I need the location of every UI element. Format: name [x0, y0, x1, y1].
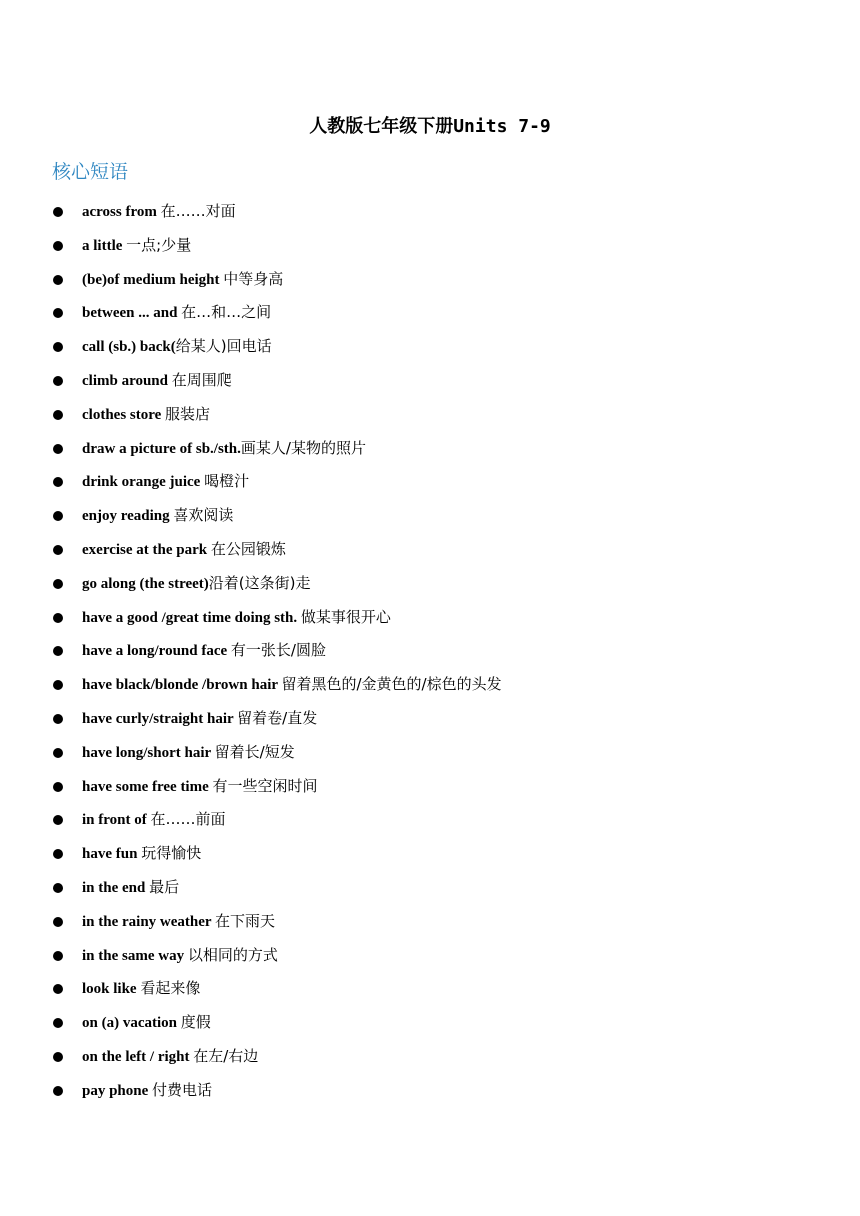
bullet-icon — [53, 1018, 63, 1028]
bullet-icon — [53, 646, 63, 656]
phrase-chinese: 有一张长/圆脸 — [230, 641, 326, 660]
phrase-text — [82, 668, 502, 703]
phrase-text — [82, 499, 233, 534]
phrase-english: have a long/round face — [82, 643, 231, 660]
phrase-chinese: 有一些空闲时间 — [212, 776, 318, 795]
phrase-chinese: 留着黑色的/金黄色的/棕色的头发 — [281, 675, 502, 694]
phrase-chinese: 在…和…之间 — [181, 303, 272, 322]
section-heading: 核心短语 — [52, 161, 129, 183]
bullet-icon — [53, 714, 63, 724]
bullet-icon — [53, 680, 63, 690]
bullet-icon — [53, 511, 63, 521]
phrase-chinese: 最后 — [149, 877, 180, 896]
bullet-icon — [53, 849, 63, 859]
phrase-text — [82, 1006, 211, 1041]
phrase-english: (be)of medium height — [82, 271, 224, 288]
phrase-english: pay phone — [82, 1082, 153, 1099]
phrase-text — [82, 364, 232, 399]
phrase-english: in the end — [82, 879, 150, 896]
phrase-english: on (a) vacation — [82, 1015, 181, 1032]
bullet-icon — [53, 376, 63, 386]
phrase-text — [82, 432, 366, 467]
phrase-chinese: 在公园锻炼 — [210, 539, 286, 558]
phrase-english: a little — [82, 237, 127, 254]
bullet-icon — [53, 579, 63, 589]
bullet-icon — [53, 782, 63, 792]
phrase-text — [82, 601, 391, 636]
bullet-icon — [53, 241, 63, 251]
bullet-icon — [53, 545, 63, 555]
bullet-icon — [53, 207, 63, 217]
phrase-english: on the left / right — [82, 1048, 194, 1065]
phrase-english: look like — [82, 981, 141, 998]
phrase-text — [82, 770, 318, 805]
phrase-chinese: 一点;少量 — [126, 235, 192, 254]
phrase-text — [82, 702, 317, 737]
phrase-text — [82, 1040, 258, 1075]
phrase-english: have long/short hair — [82, 744, 215, 761]
bullet-icon — [53, 984, 63, 994]
bullet-icon — [53, 613, 63, 623]
phrase-english: across from — [82, 204, 161, 220]
phrase-english: exercise at the park — [82, 541, 211, 558]
phrase-text — [82, 330, 272, 365]
bullet-icon — [53, 815, 63, 825]
bullet-icon — [53, 308, 63, 318]
bullet-icon — [53, 410, 63, 420]
phrase-chinese: 做某事很开心 — [300, 607, 391, 626]
phrase-english: enjoy reading — [82, 508, 174, 525]
bullet-icon — [53, 275, 63, 285]
bullet-icon — [53, 342, 63, 352]
bullet-icon — [53, 748, 63, 758]
phrase-text — [82, 195, 236, 230]
phrase-english: call (sb.) back( — [82, 339, 176, 356]
phrase-english: have a good /great time doing sth. — [82, 609, 301, 626]
phrase-text — [82, 398, 210, 433]
bullet-icon — [53, 444, 63, 454]
phrase-english: in front of — [82, 812, 151, 829]
phrase-english: in the rainy weather — [82, 913, 216, 930]
phrase-english: drink orange juice — [82, 474, 205, 491]
phrase-text — [82, 296, 271, 331]
phrase-chinese: 在周围爬 — [171, 370, 232, 389]
phrase-chinese: 画某人/某物的照片 — [240, 438, 366, 457]
phrase-text — [82, 1074, 212, 1109]
phrase-chinese: 留着长/短发 — [214, 742, 295, 761]
phrase-text — [82, 939, 278, 974]
phrase-text — [82, 803, 226, 838]
phrase-chinese: 在左/右边 — [193, 1046, 259, 1065]
document-title: 人教版七年级下册Units 7-9 — [309, 116, 551, 137]
phrase-chinese: 度假 — [180, 1013, 211, 1032]
phrase-text — [82, 229, 191, 264]
phrase-english: draw a picture of sb./sth. — [82, 440, 241, 457]
phrase-text — [82, 972, 200, 1007]
phrase-text — [82, 905, 275, 940]
phrase-chinese: 留着卷/直发 — [237, 708, 318, 727]
bullet-icon — [53, 883, 63, 893]
phrase-text — [82, 871, 179, 906]
phrase-english: have curly/straight hair — [82, 710, 238, 727]
phrase-chinese: 以相同的方式 — [187, 945, 278, 964]
phrase-text — [82, 533, 286, 568]
phrase-text — [82, 263, 283, 298]
phrase-chinese: 喝橙汁 — [204, 472, 250, 491]
phrase-chinese: 服装店 — [165, 404, 211, 423]
phrase-text — [82, 634, 326, 669]
phrase-chinese: 中等身高 — [223, 269, 284, 288]
phrase-chinese: 在下雨天 — [215, 911, 276, 930]
phrase-english: between ... and — [82, 305, 182, 322]
phrase-english: go along (the street) — [82, 575, 209, 592]
phrase-chinese: 在……前面 — [150, 810, 226, 829]
phrase-english: climb around — [82, 372, 172, 389]
bullet-icon — [53, 917, 63, 927]
phrase-chinese: 玩得愉快 — [141, 844, 202, 863]
phrase-english: clothes store — [82, 406, 166, 423]
phrase-chinese: 在……对面 — [160, 202, 236, 220]
phrase-english: have black/blonde /brown hair — [82, 677, 282, 694]
phrase-text — [82, 465, 249, 500]
bullet-icon — [53, 951, 63, 961]
phrase-chinese: 沿着(这条街)走 — [208, 573, 311, 592]
phrase-chinese: 给某人)回电话 — [175, 337, 272, 356]
bullet-icon — [53, 1086, 63, 1096]
phrase-chinese: 看起来像 — [140, 979, 201, 998]
phrase-text — [82, 837, 201, 872]
phrase-text — [82, 567, 311, 602]
phrase-text — [82, 736, 295, 771]
phrase-chinese: 喜欢阅读 — [173, 506, 234, 525]
bullet-icon — [53, 1052, 63, 1062]
phrase-english: have some free time — [82, 778, 213, 795]
bullet-icon — [53, 477, 63, 487]
phrase-english: have fun — [82, 846, 142, 863]
phrase-chinese: 付费电话 — [152, 1080, 213, 1099]
phrase-english: in the same way — [82, 947, 188, 964]
